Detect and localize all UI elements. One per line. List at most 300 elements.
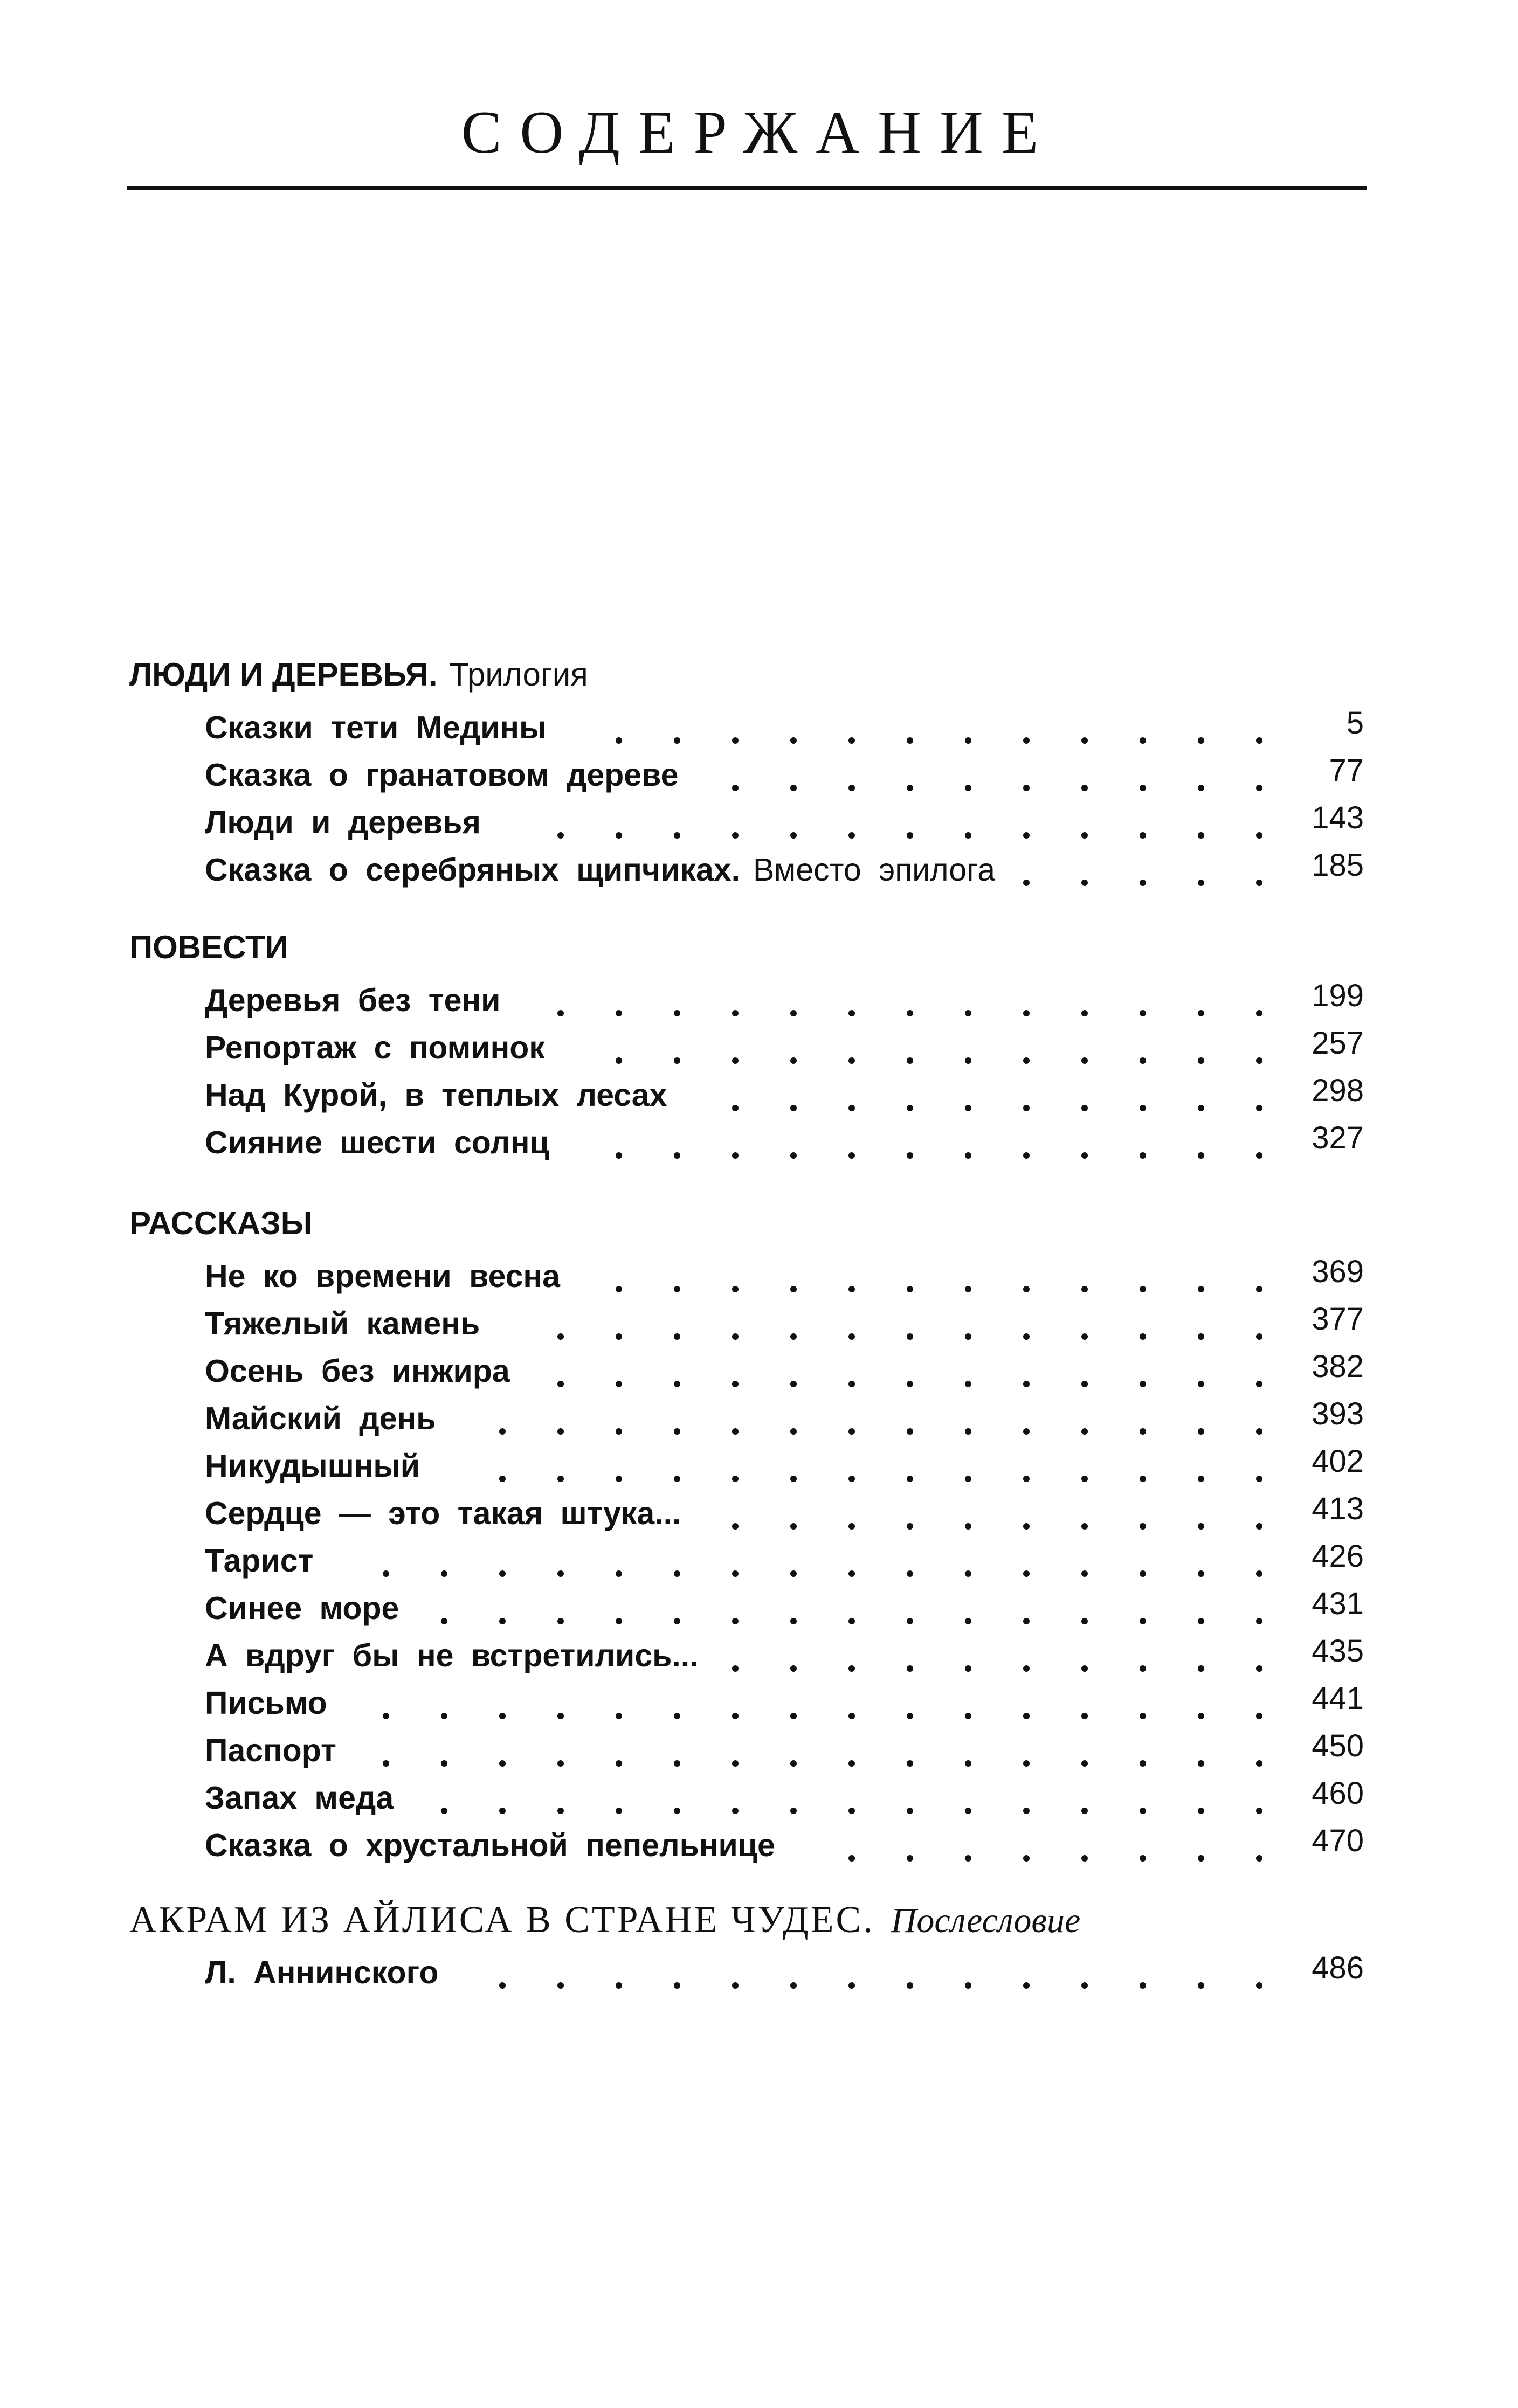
toc-entry[interactable] <box>205 1539 1364 1582</box>
leader-dot <box>616 1760 622 1767</box>
leader-dot <box>383 1713 389 1719</box>
toc-entry[interactable] <box>205 1302 1364 1345</box>
leader-dot <box>1023 1618 1030 1624</box>
leader-dot <box>848 1152 855 1159</box>
toc-entry-title <box>205 979 500 1022</box>
leader-dot <box>732 1381 739 1387</box>
leader-dot <box>1081 1982 1088 1989</box>
leader-dot <box>1023 1713 1030 1719</box>
leader-dot <box>965 1381 971 1387</box>
leader-dot <box>674 1381 680 1387</box>
leader-dot <box>1198 1057 1204 1064</box>
leader-dot <box>1256 785 1262 791</box>
toc-entry-page-number: 369 <box>1312 1254 1364 1289</box>
leader-dot <box>732 737 739 744</box>
leader-dot <box>907 1855 913 1862</box>
leader-dot <box>790 1713 797 1719</box>
leader-dot <box>848 1855 855 1862</box>
leader-dot <box>965 1855 971 1862</box>
leader-dot <box>907 1057 913 1064</box>
leader-dot <box>383 1570 389 1577</box>
leader-dot <box>674 737 680 744</box>
toc-entry-page-number: 77 <box>1329 753 1364 788</box>
leader-dot <box>1023 1665 1030 1672</box>
leader-dot <box>907 1105 913 1111</box>
leader-dot <box>557 1618 564 1624</box>
toc-entry-title-text: Сияние шести солнц <box>205 1125 549 1160</box>
leader-dot <box>732 1982 739 1989</box>
leader-dot <box>1256 1523 1262 1530</box>
leader-dot <box>557 1010 564 1016</box>
leader-dot <box>1023 1333 1030 1340</box>
leader-dot <box>1256 1570 1262 1577</box>
toc-entry-title-text: А вдруг бы не встретились... <box>205 1638 699 1673</box>
leader-dot <box>557 1381 564 1387</box>
leader-dot <box>1023 1476 1030 1482</box>
toc-entry-title <box>205 848 995 891</box>
leader-dot <box>616 1057 622 1064</box>
leader-dot <box>1140 1428 1146 1435</box>
toc-entry-title <box>205 1539 313 1582</box>
leader-dot <box>907 832 913 839</box>
leader-dot <box>1081 1618 1088 1624</box>
leader-dot <box>557 1713 564 1719</box>
toc-entry[interactable] <box>205 706 1364 749</box>
leader-dot <box>1081 1808 1088 1814</box>
toc-entry-title <box>205 1397 436 1440</box>
leader-dot <box>383 1760 389 1767</box>
leader-dot <box>848 1982 855 1989</box>
leader-dot <box>732 1105 739 1111</box>
leader-dot <box>1256 1808 1262 1814</box>
leader-dot <box>1198 1286 1204 1292</box>
leader-dot <box>441 1618 447 1624</box>
leader-dot <box>1023 785 1030 791</box>
toc-entry-page-number: 470 <box>1312 1823 1364 1858</box>
leader-dot <box>790 1105 797 1111</box>
leader-dot <box>732 1057 739 1064</box>
leader-dot <box>441 1808 447 1814</box>
leader-dot <box>1023 1760 1030 1767</box>
leader-dot <box>848 1010 855 1016</box>
leader-dot <box>674 1152 680 1159</box>
leader-dot <box>674 1010 680 1016</box>
leader-dot <box>732 785 739 791</box>
leader-dot <box>557 832 564 839</box>
leader-dot <box>790 1476 797 1482</box>
leader-dot <box>907 1010 913 1016</box>
leader-dot <box>1198 1523 1204 1530</box>
leader-dot <box>557 1982 564 1989</box>
toc-entry-title-text: Синее море <box>205 1590 399 1626</box>
section-heading-text: АКРАМ ИЗ АЙЛИСА В СТРАНЕ ЧУДЕС. <box>129 1899 875 1941</box>
toc-entry-title <box>205 1824 775 1867</box>
toc-entry-title <box>205 801 481 844</box>
leader-dot <box>790 1523 797 1530</box>
leader-dot <box>1081 1713 1088 1719</box>
leader-dot <box>1256 737 1262 744</box>
leader-dot <box>616 1713 622 1719</box>
leader-dot <box>499 1570 506 1577</box>
toc-entry[interactable] <box>205 1255 1364 1298</box>
leader-dot <box>674 1057 680 1064</box>
leader-dot <box>1140 1105 1146 1111</box>
leader-dot <box>1023 1523 1030 1530</box>
leader-dot <box>790 1152 797 1159</box>
leader-dot <box>1256 1476 1262 1482</box>
toc-entry[interactable] <box>205 753 1364 797</box>
leader-dot <box>790 832 797 839</box>
page-title: СОДЕРЖАНИЕ <box>461 99 1057 166</box>
toc-entry-title <box>205 1255 560 1298</box>
leader-dot <box>1081 1286 1088 1292</box>
leader-dot <box>1256 1428 1262 1435</box>
toc-entry-page-number: 143 <box>1312 800 1364 835</box>
leader-dot <box>1023 1808 1030 1814</box>
toc-entry[interactable] <box>205 979 1364 1022</box>
toc-entry-title <box>205 1776 394 1819</box>
leader-dot <box>1256 1982 1262 1989</box>
leader-dot <box>1023 832 1030 839</box>
leader-dot <box>1256 832 1262 839</box>
leader-dot <box>616 1286 622 1292</box>
leader-dot <box>1198 1570 1204 1577</box>
toc-entry-title <box>205 1026 545 1069</box>
toc-entry[interactable] <box>205 1074 1364 1117</box>
toc-entry[interactable] <box>205 1444 1364 1487</box>
leader-dot <box>732 1286 739 1292</box>
leader-dot <box>1081 880 1088 886</box>
toc-entry[interactable] <box>205 1951 1364 1994</box>
leader-dot <box>907 785 913 791</box>
leader-dot <box>848 737 855 744</box>
leader-dot <box>616 832 622 839</box>
leader-dot <box>790 1570 797 1577</box>
leader-dot <box>1140 1618 1146 1624</box>
section-heading-text: ЛЮДИ И ДЕРЕВЬЯ. <box>129 656 438 693</box>
leader-dot <box>1140 1665 1146 1672</box>
leader-dot <box>965 1286 971 1292</box>
leader-dot <box>790 1428 797 1435</box>
leader-dot <box>441 1713 447 1719</box>
leader-dot <box>616 1428 622 1435</box>
toc-entry-title <box>205 1682 327 1725</box>
leader-dot <box>1198 1982 1204 1989</box>
leader-dot <box>1256 1057 1262 1064</box>
leader-dot <box>907 1713 913 1719</box>
leader-dot <box>965 1570 971 1577</box>
leader-dot <box>848 1105 855 1111</box>
leader-dot <box>848 1665 855 1672</box>
leader-dot <box>1023 1152 1030 1159</box>
leader-dot <box>1198 1105 1204 1111</box>
leader-dot <box>674 832 680 839</box>
leader-dot <box>616 737 622 744</box>
leader-dot <box>1256 1286 1262 1292</box>
toc-entry[interactable] <box>205 801 1364 844</box>
toc-entry-title <box>205 1444 420 1487</box>
toc-entry[interactable] <box>205 1729 1364 1772</box>
leader-dot <box>674 1476 680 1482</box>
toc-entry[interactable] <box>205 1492 1364 1535</box>
leader-dot <box>965 1760 971 1767</box>
leader-dot <box>499 1713 506 1719</box>
leader-dot <box>1081 1105 1088 1111</box>
leader-dot <box>965 785 971 791</box>
toc-entry-title-text: Над Курой, в теплых лесах <box>205 1077 667 1113</box>
toc-entry-page-number: 327 <box>1312 1120 1364 1155</box>
toc-entry-title-text: Майский день <box>205 1401 436 1436</box>
leader-dot <box>907 1982 913 1989</box>
leader-dot <box>965 1476 971 1482</box>
toc-entry-title-text: Сказки тети Медины <box>205 710 547 745</box>
toc-entry[interactable] <box>205 848 1364 891</box>
toc-entry[interactable] <box>205 1824 1364 1867</box>
leader-dot <box>557 1476 564 1482</box>
toc-entry-page-number: 185 <box>1312 848 1364 883</box>
leader-dot <box>674 1428 680 1435</box>
leader-dot <box>907 1570 913 1577</box>
leader-dot <box>1256 1760 1262 1767</box>
section-subheading: Трилогия <box>449 656 588 693</box>
leader-dot <box>1140 737 1146 744</box>
toc-entry-title-text: Сказка о хрустальной пепельнице <box>205 1828 775 1863</box>
toc-entry-title-text: Репортаж с поминок <box>205 1030 545 1065</box>
leader-dot <box>1023 1286 1030 1292</box>
leader-dot <box>1140 1333 1146 1340</box>
leader-dot <box>848 1523 855 1530</box>
leader-dot <box>907 1760 913 1767</box>
leader-dot <box>907 1618 913 1624</box>
section-heading <box>129 656 588 693</box>
leader-dot <box>1198 785 1204 791</box>
toc-entry-page-number: 413 <box>1312 1491 1364 1526</box>
leader-dot <box>965 1982 971 1989</box>
leader-dot <box>732 1760 739 1767</box>
leader-dot <box>790 1982 797 1989</box>
leader-dot <box>674 1808 680 1814</box>
toc-entry-title <box>205 1951 438 1994</box>
toc-entry-title-text: Тяжелый камень <box>205 1306 480 1341</box>
leader-dot <box>907 1428 913 1435</box>
toc-entry[interactable] <box>205 1121 1364 1164</box>
leader-dot <box>1256 1105 1262 1111</box>
leader-dot <box>848 1618 855 1624</box>
leader-dot <box>790 1333 797 1340</box>
leader-dot <box>965 1428 971 1435</box>
leader-dot <box>1198 1855 1204 1862</box>
leader-dot <box>790 1665 797 1672</box>
leader-dot <box>848 1760 855 1767</box>
dot-leader <box>205 1729 1364 1772</box>
leader-dot <box>732 1808 739 1814</box>
toc-entry-title <box>205 753 678 797</box>
leader-dot <box>1140 1855 1146 1862</box>
leader-dot <box>1198 832 1204 839</box>
leader-dot <box>1198 880 1204 886</box>
toc-entry-title <box>205 1350 510 1393</box>
toc-entry-title-text: Осень без инжира <box>205 1353 510 1389</box>
leader-dot <box>1023 1428 1030 1435</box>
leader-dot <box>1198 1381 1204 1387</box>
toc-entry-page-number: 257 <box>1312 1026 1364 1061</box>
leader-dot <box>1256 1665 1262 1672</box>
leader-dot <box>616 1476 622 1482</box>
leader-dot <box>848 1808 855 1814</box>
leader-dot <box>732 832 739 839</box>
leader-dot <box>965 1057 971 1064</box>
section-heading-text: ПОВЕСТИ <box>129 929 288 965</box>
toc-entry-page-number: 435 <box>1312 1634 1364 1669</box>
leader-dot <box>1140 880 1146 886</box>
toc-entry-title <box>205 1121 549 1164</box>
toc-entry-title <box>205 1074 667 1117</box>
toc-entry-page-number: 402 <box>1312 1444 1364 1479</box>
leader-dot <box>1198 737 1204 744</box>
leader-dot <box>965 1808 971 1814</box>
leader-dot <box>1140 1523 1146 1530</box>
leader-dot <box>499 1428 506 1435</box>
leader-dot <box>1023 1010 1030 1016</box>
leader-dot <box>732 1713 739 1719</box>
leader-dot <box>965 1523 971 1530</box>
section-heading <box>129 931 288 964</box>
leader-dot <box>790 737 797 744</box>
leader-dot <box>557 1760 564 1767</box>
toc-entry-title-text: Л. Аннинского <box>205 1955 439 1990</box>
leader-dot <box>1140 1152 1146 1159</box>
leader-dot <box>1081 1010 1088 1016</box>
toc-entry-title-text: Не ко времени весна <box>205 1258 560 1294</box>
toc-entry-page-number: 382 <box>1312 1349 1364 1384</box>
leader-dot <box>1198 1428 1204 1435</box>
leader-dot <box>732 1618 739 1624</box>
leader-dot <box>1256 1381 1262 1387</box>
leader-dot <box>557 1570 564 1577</box>
toc-entry[interactable] <box>205 1397 1364 1440</box>
leader-dot <box>1198 1476 1204 1482</box>
leader-dot <box>732 1665 739 1672</box>
leader-dot <box>848 1286 855 1292</box>
toc-entry-title-text: Паспорт <box>205 1733 336 1768</box>
leader-dot <box>907 1665 913 1672</box>
leader-dot <box>790 1010 797 1016</box>
leader-dot <box>616 1381 622 1387</box>
leader-dot <box>674 1982 680 1989</box>
leader-dot <box>907 1333 913 1340</box>
leader-dot <box>441 1760 447 1767</box>
section-subheading: Послесловие <box>891 1901 1081 1940</box>
leader-dot <box>965 1105 971 1111</box>
leader-dot <box>790 1381 797 1387</box>
leader-dot <box>1081 785 1088 791</box>
section-heading <box>129 1207 313 1240</box>
leader-dot <box>907 1808 913 1814</box>
leader-dot <box>674 1333 680 1340</box>
leader-dot <box>616 1982 622 1989</box>
toc-entry[interactable] <box>205 1682 1364 1725</box>
leader-dot <box>1198 1665 1204 1672</box>
toc-entry-title <box>205 1587 399 1630</box>
leader-dot <box>848 1057 855 1064</box>
toc-entry[interactable] <box>205 1026 1364 1069</box>
leader-dot <box>732 1333 739 1340</box>
leader-dot <box>790 1286 797 1292</box>
leader-dot <box>1140 832 1146 839</box>
leader-dot <box>441 1570 447 1577</box>
leader-dot <box>790 1057 797 1064</box>
leader-dot <box>1198 1760 1204 1767</box>
leader-dot <box>1198 1152 1204 1159</box>
leader-dot <box>732 1428 739 1435</box>
leader-dot <box>1023 1982 1030 1989</box>
leader-dot <box>1198 1618 1204 1624</box>
toc-entry-page-number: 5 <box>1346 705 1364 741</box>
toc-entry-page-number: 298 <box>1312 1073 1364 1108</box>
leader-dot <box>1023 1381 1030 1387</box>
leader-dot <box>907 1152 913 1159</box>
toc-entry-page-number: 431 <box>1312 1586 1364 1621</box>
leader-dot <box>907 1381 913 1387</box>
toc-entry[interactable] <box>205 1776 1364 1819</box>
toc-entry[interactable] <box>205 1350 1364 1393</box>
leader-dot <box>616 1333 622 1340</box>
toc-entry-page-number: 450 <box>1312 1728 1364 1763</box>
leader-dot <box>848 1713 855 1719</box>
leader-dot <box>1081 1665 1088 1672</box>
toc-entry-page-number: 377 <box>1312 1302 1364 1337</box>
toc-entry-title-text: Никудышный <box>205 1448 420 1484</box>
leader-dot <box>674 1618 680 1624</box>
leader-dot <box>732 1570 739 1577</box>
leader-dot <box>965 1665 971 1672</box>
leader-dot <box>616 1152 622 1159</box>
leader-dot <box>907 1476 913 1482</box>
leader-dot <box>1140 1760 1146 1767</box>
leader-dot <box>616 1010 622 1016</box>
leader-dot <box>1198 1808 1204 1814</box>
leader-dot <box>1256 1713 1262 1719</box>
toc-entry-title <box>205 1634 699 1677</box>
toc-entry[interactable] <box>205 1634 1364 1677</box>
toc-entry-page-number: 426 <box>1312 1539 1364 1574</box>
leader-dot <box>499 1808 506 1814</box>
leader-dot <box>907 737 913 744</box>
leader-dot <box>1140 1476 1146 1482</box>
leader-dot <box>848 785 855 791</box>
toc-entry-title <box>205 706 546 749</box>
toc-entry-page-number: 460 <box>1312 1776 1364 1811</box>
leader-dot <box>732 1476 739 1482</box>
leader-dot <box>1081 1570 1088 1577</box>
leader-dot <box>965 1152 971 1159</box>
toc-entry-title <box>205 1492 681 1535</box>
leader-dot <box>1081 1057 1088 1064</box>
toc-entry-page-number: 486 <box>1312 1950 1364 1985</box>
leader-dot <box>965 1010 971 1016</box>
toc-entry[interactable] <box>205 1587 1364 1630</box>
leader-dot <box>1140 1286 1146 1292</box>
leader-dot <box>848 1381 855 1387</box>
leader-dot <box>1081 1476 1088 1482</box>
leader-dot <box>674 1713 680 1719</box>
leader-dot <box>1023 1855 1030 1862</box>
leader-dot <box>616 1808 622 1814</box>
leader-dot <box>1198 1333 1204 1340</box>
leader-dot <box>1256 1152 1262 1159</box>
leader-dot <box>965 1333 971 1340</box>
leader-dot <box>499 1982 506 1989</box>
